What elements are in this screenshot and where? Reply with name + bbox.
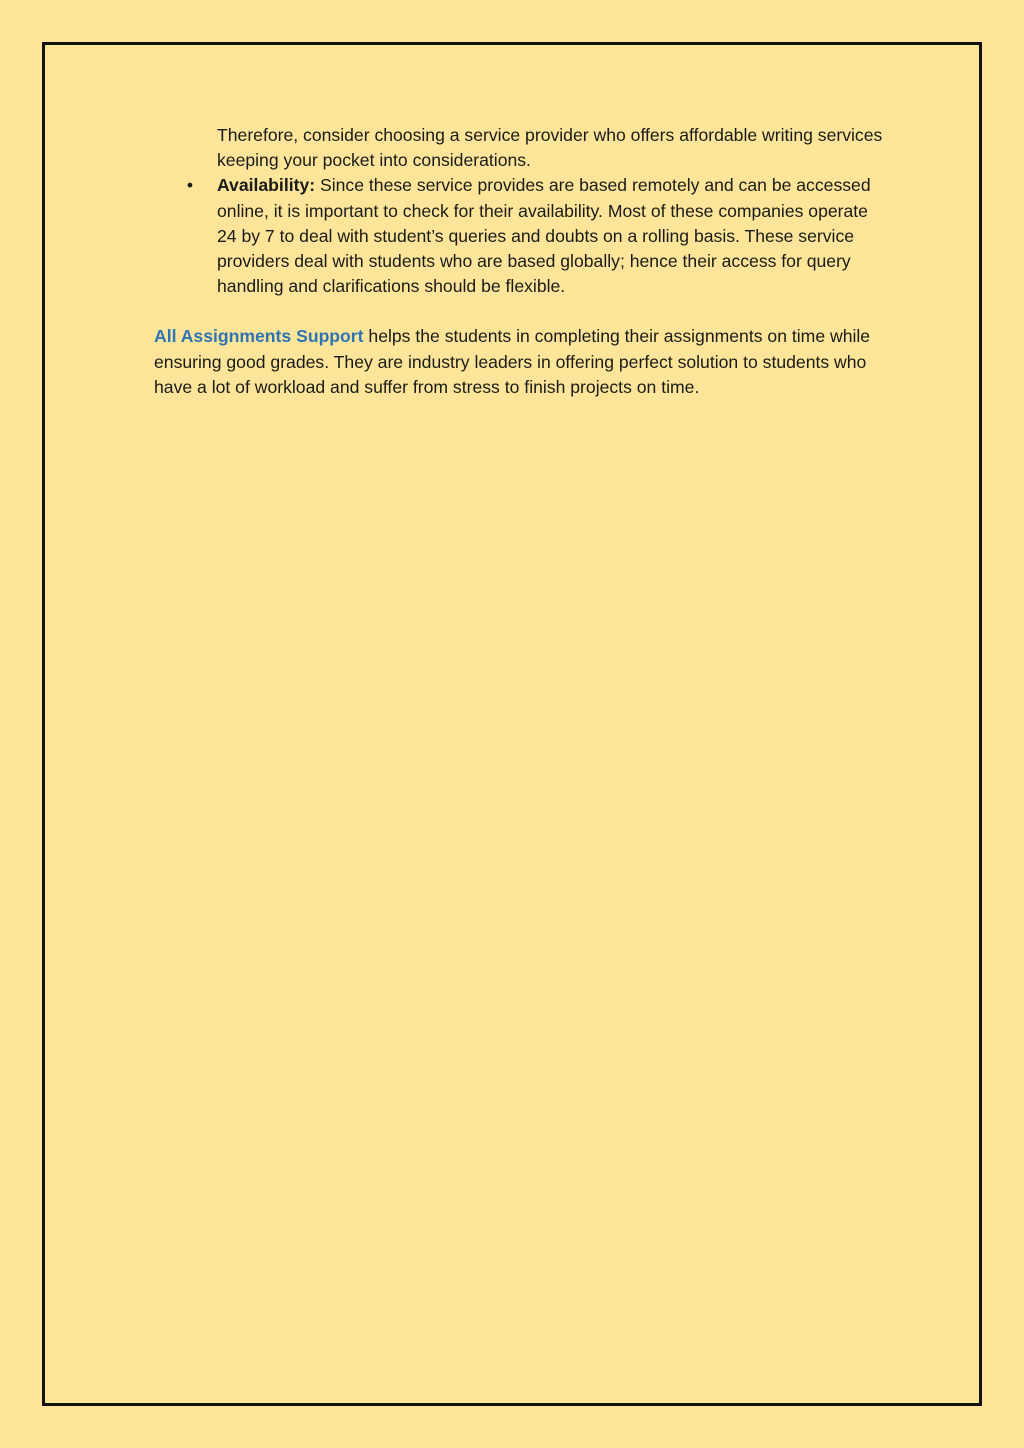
- document-body: [154, 123, 884, 400]
- closing-text: helps the students in completing their assignments on time while ensuring good grades. They are industry leaders in offering perfect solution to students who have a lot of workload and suffer from stress to finish projects on time.: [154, 326, 871, 397]
- closing-paragraph: [154, 324, 884, 400]
- bullet-text: Since these service provides are based remotely and can be accessed online, it is important to check for their availability. Most of these companies operate 24 by 7 to deal with student’s queries and doubts on a rolling basis. These service providers deal with students who are based globally; hence their access for query handling and clarifications should be flexible.: [217, 175, 871, 297]
- continuation-paragraph: Therefore, consider choosing a service provider who offers affordable writing services keeping your pocket into considerations.: [217, 125, 883, 171]
- bullet-term: Availability:: [217, 175, 316, 196]
- bullet-dot-icon: •: [186, 175, 194, 196]
- brand-link[interactable]: All Assignments Support: [154, 326, 364, 347]
- bullet-item-availability: [154, 173, 884, 299]
- bullet-list: [154, 173, 884, 299]
